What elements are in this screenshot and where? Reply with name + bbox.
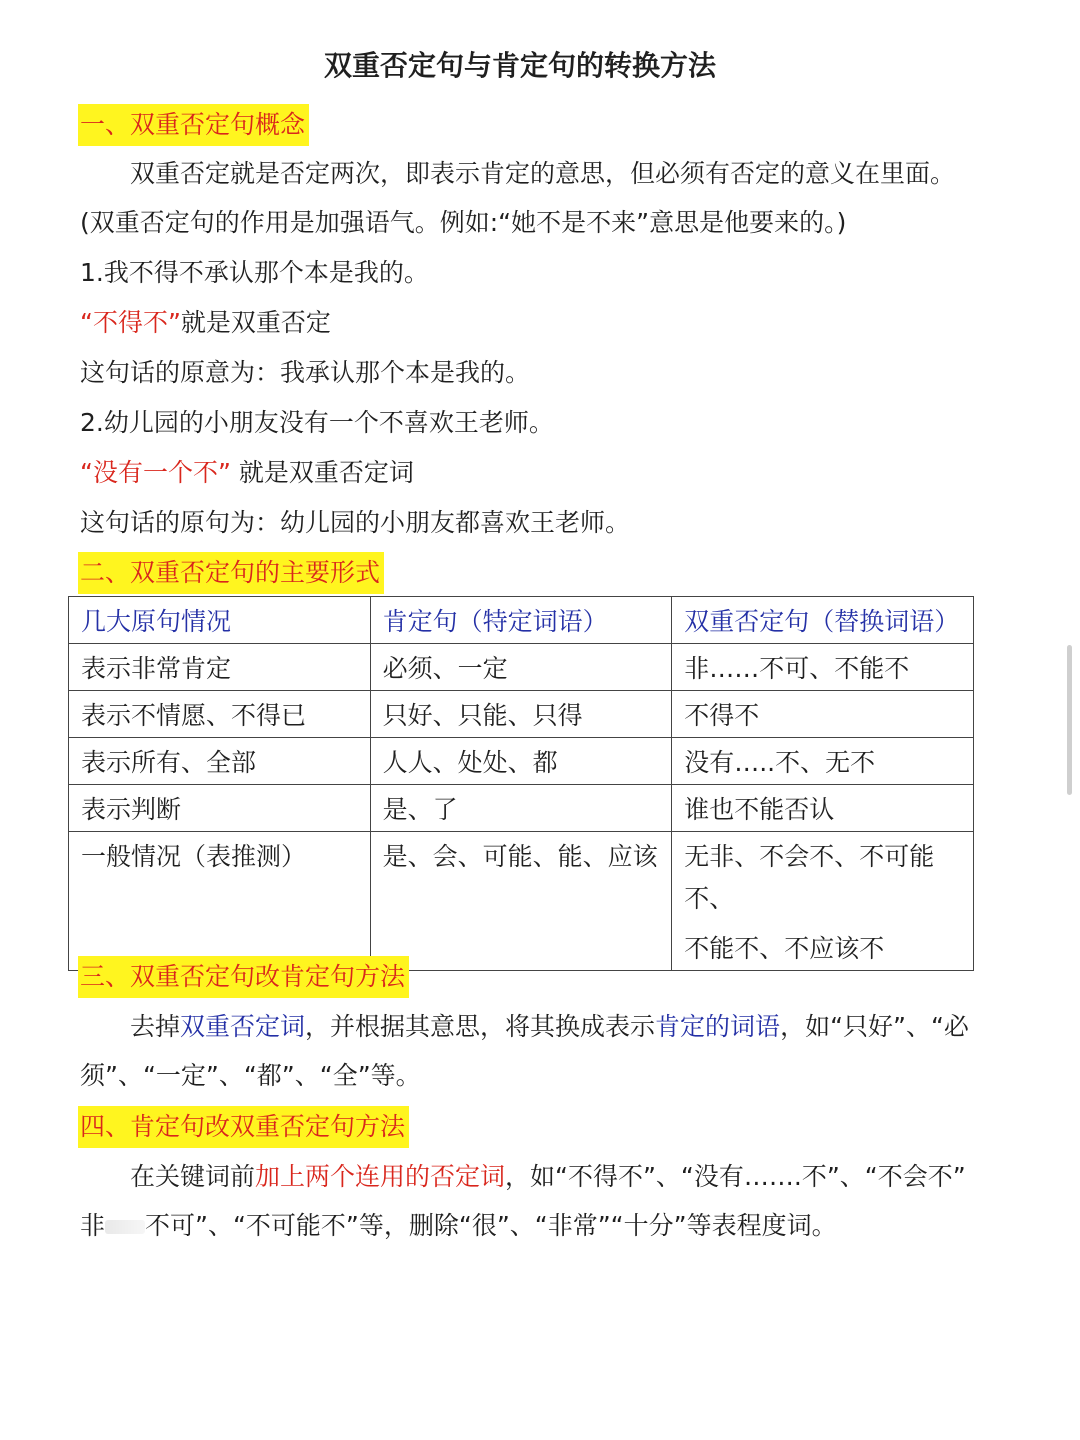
section1-para-line2: (双重否定句的作用是加强语气。例如:“她不是不来”意思是他要来的。) <box>80 208 847 237</box>
scrollbar-thumb[interactable] <box>1067 645 1072 795</box>
table-header-row <box>69 597 974 644</box>
example1-keyword-suffix: 就是双重否定 <box>180 308 331 337</box>
example1-sentence: 1.我不得不承认那个本是我的。 <box>80 258 429 287</box>
text-span: ，如“只好”、“必 <box>780 1012 969 1041</box>
example1-key-line <box>80 303 331 343</box>
table-cell: 非……不可、不能不 <box>672 644 974 691</box>
table-cell: 只好、只能、只得 <box>370 691 672 738</box>
table-row <box>69 785 974 832</box>
table-cell: 人人、处处、都 <box>370 738 672 785</box>
section4-para-line1 <box>130 1157 966 1197</box>
text-span: ，并根据其意思，将其换成表示 <box>305 1012 656 1041</box>
table-cell: 不得不 <box>672 691 974 738</box>
table-row <box>69 691 974 738</box>
table-header-cell: 肯定句（特定词语） <box>370 597 672 644</box>
keyword-two-negatives: 加上两个连用的否定词 <box>255 1162 506 1191</box>
blurred-ellipsis <box>105 1220 145 1234</box>
text-span: 去掉 <box>130 1012 181 1041</box>
table-row <box>69 832 974 971</box>
table-row <box>69 644 974 691</box>
table-cell: 是、了 <box>370 785 672 832</box>
text-span: 非 <box>80 1211 106 1240</box>
section1-heading: 一、双重否定句概念 <box>78 104 309 146</box>
table-cell: 一般情况（表推测） <box>69 832 371 971</box>
table-header-cell: 几大原句情况 <box>69 597 371 644</box>
table-cell-line: 不能不、不应该不 <box>684 934 885 963</box>
example2-sentence: 2.幼儿园的小朋友没有一个不喜欢王老师。 <box>80 408 554 437</box>
example1-keyword: “不得不” <box>80 308 181 337</box>
example2-keyword: “没有一个不” <box>80 458 231 487</box>
keyword-affirmative: 肯定的词语 <box>655 1012 781 1041</box>
section1-para-line1: 双重否定就是否定两次，即表示肯定的意思，但必须有否定的意义在里面。 <box>130 159 956 188</box>
table-cell: 谁也不能否认 <box>672 785 974 832</box>
example1-original: 这句话的原意为：我承认那个本是我的。 <box>80 358 531 387</box>
example2-keyword-suffix: 就是双重否定词 <box>230 458 414 487</box>
table-cell: 表示非常肯定 <box>69 644 371 691</box>
table-cell: 表示所有、全部 <box>69 738 371 785</box>
text-span: 不可”、“不可能不”等，删除“很”、“非常”“十分”等表程度词。 <box>145 1211 837 1240</box>
keyword-double-negative: 双重否定词 <box>180 1012 306 1041</box>
table-row <box>69 738 974 785</box>
table-cell: 是、会、可能、能、应该 <box>370 832 672 971</box>
table-cell-line: 无非、不会不、不可能不、 <box>684 842 935 913</box>
table-cell: 表示判断 <box>69 785 371 832</box>
table-cell <box>672 832 974 971</box>
page-title: 双重否定句与肯定句的转换方法 <box>323 49 716 82</box>
example2-key-line <box>80 453 414 493</box>
table-cell: 表示不情愿、不得已 <box>69 691 371 738</box>
example2-original: 这句话的原句为：幼儿园的小朋友都喜欢王老师。 <box>80 508 631 537</box>
table-header-cell: 双重否定句（替换词语） <box>672 597 974 644</box>
section3-para-line1 <box>130 1007 969 1047</box>
text-span: ，如“不得不”、“没有…….不”、“不会不” <box>505 1162 966 1191</box>
text-span: 在关键词前 <box>130 1162 256 1191</box>
section4-heading: 四、肯定句改双重否定句方法 <box>78 1106 409 1148</box>
forms-table <box>68 596 974 971</box>
section4-para-line2 <box>80 1206 837 1246</box>
section3-heading: 三、双重否定句改肯定句方法 <box>78 956 409 998</box>
table-cell: 没有…..不、无不 <box>672 738 974 785</box>
section2-heading: 二、双重否定句的主要形式 <box>78 552 384 594</box>
table-cell: 必须、一定 <box>370 644 672 691</box>
section3-para-line2: 须”、“一定”、“都”、“全”等。 <box>80 1061 421 1090</box>
